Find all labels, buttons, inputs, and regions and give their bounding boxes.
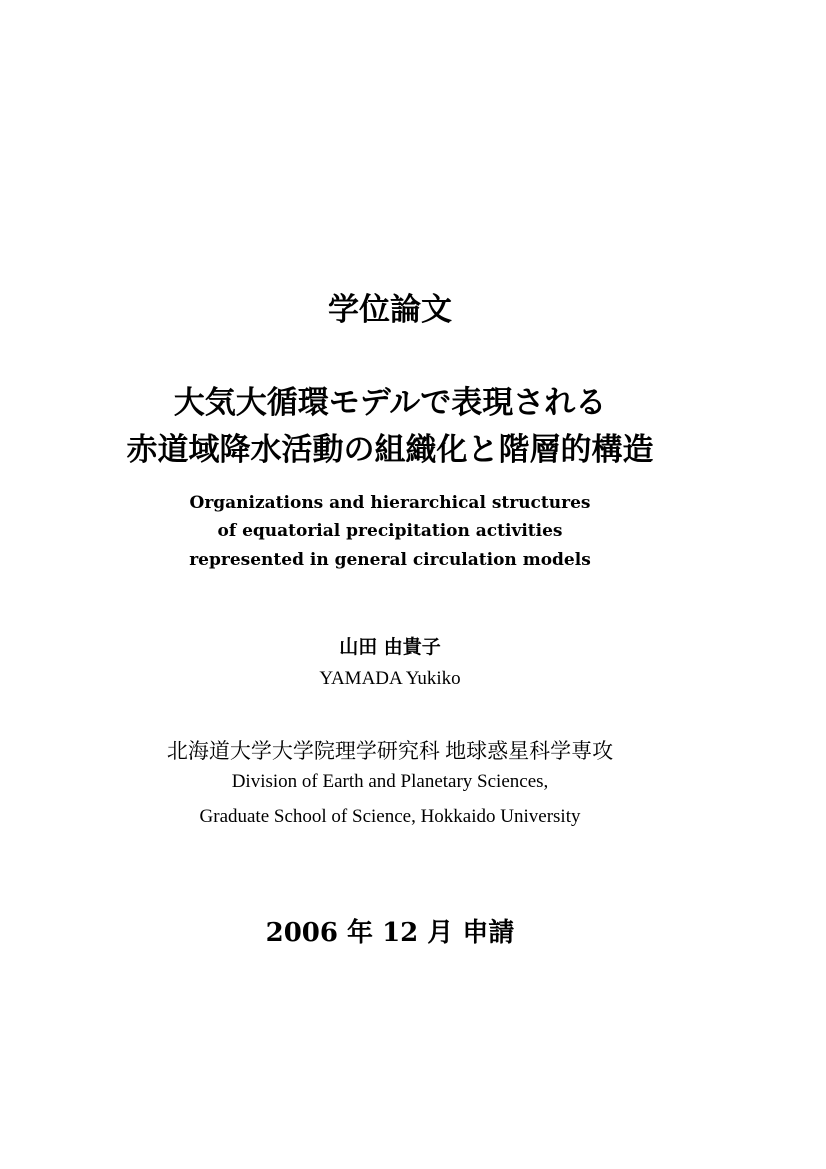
affiliation-english-line1: Division of Earth and Planetary Sciences, <box>231 771 549 792</box>
title-english-line2: of equatorial precipitation activities <box>217 521 563 541</box>
title-japanese-line1: 大気大循環モデルで表現される <box>173 385 607 421</box>
affiliation-japanese: 北海道大学大学院理学研究科 地球惑星科学専攻 <box>166 739 614 763</box>
degree-label: 学位論文 <box>328 292 452 328</box>
affiliation-english-line2: Graduate School of Science, Hokkaido University <box>199 806 581 827</box>
title-english-line3: represented in general circulation models <box>189 550 591 570</box>
title-english-line1: Organizations and hierarchical structures <box>189 493 591 513</box>
title-japanese-line2: 赤道域降水活動の組織化と階層的構造 <box>126 432 654 468</box>
author-name-english: YAMADA Yukiko <box>319 668 461 689</box>
submission-date: 2006 年 12 月 申請 <box>265 918 515 948</box>
author-name-japanese: 山田 由貴子 <box>339 636 441 658</box>
